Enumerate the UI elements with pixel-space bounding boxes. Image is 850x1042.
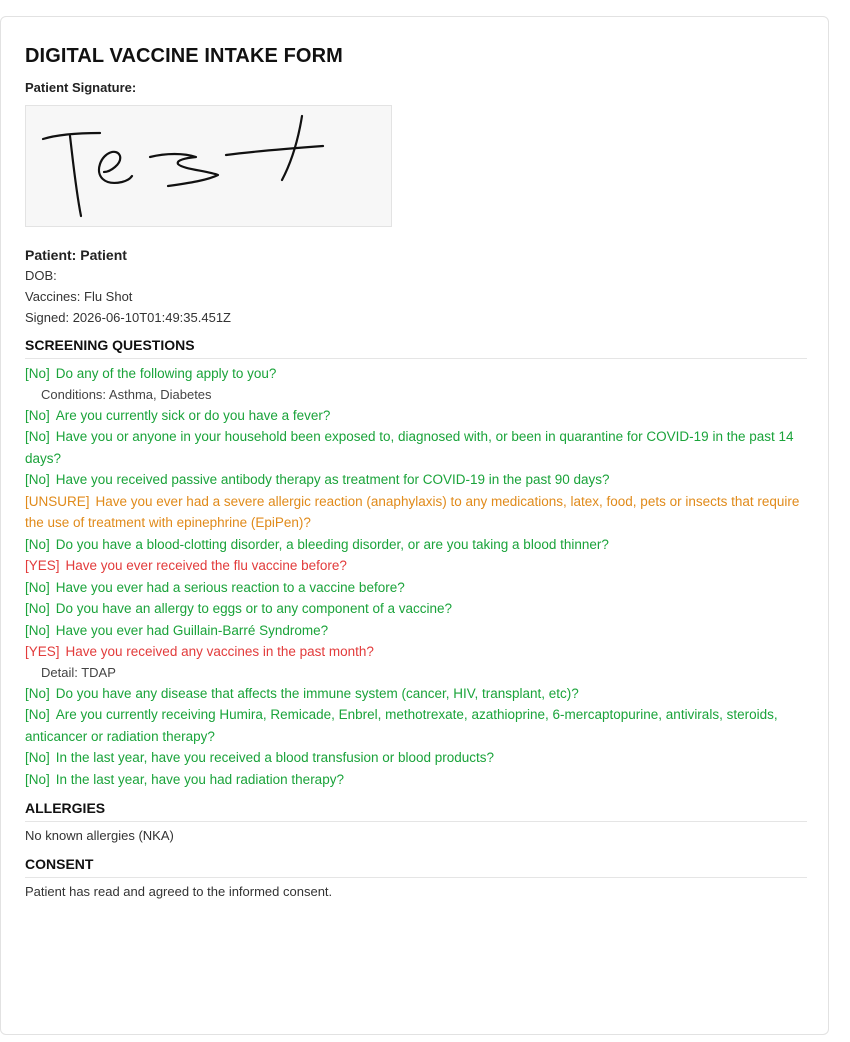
question-text: Do you have a blood-clotting disorder, a bleeding disorder, or are you taking a blood thinner?: [55, 536, 609, 552]
screening-question: [25, 683, 807, 705]
answer-tag: [No]: [25, 750, 50, 765]
signature-image: [25, 105, 392, 227]
question-text: In the last year, have you received a blood transfusion or blood products?: [55, 750, 495, 765]
answer-tag: [No]: [25, 536, 50, 552]
screening-question: [25, 641, 807, 663]
question-detail: Detail: TDAP: [41, 664, 116, 680]
answer-tag: [YES]: [25, 644, 60, 659]
screening-question: [25, 405, 807, 427]
screening-question: [25, 534, 807, 556]
intake-form-card: [0, 16, 829, 1035]
screening-question: [25, 598, 807, 620]
answer-tag: [No]: [25, 366, 50, 381]
question-text: Have you ever received the flu vaccine before?: [65, 558, 347, 573]
allergies-heading: ALLERGIES: [25, 798, 807, 822]
answer-tag: [No]: [25, 601, 50, 616]
screening-question: [25, 426, 807, 469]
question-text: Do you have any disease that affects the immune system (cancer, HIV, transplant, etc)?: [55, 685, 579, 701]
question-detail: Conditions: Asthma, Diabetes: [41, 386, 212, 402]
screening-question: [25, 769, 807, 791]
screening-question: [25, 555, 807, 577]
screening-question: [25, 747, 807, 769]
question-text: Have you ever had a serious reaction to a vaccine before?: [55, 579, 405, 595]
screening-question: [25, 363, 807, 385]
form-title: DIGITAL VACCINE INTAKE FORM: [25, 45, 343, 67]
consent-text: Patient has read and agreed to the informed consent.: [25, 884, 333, 899]
consent-heading: CONSENT: [25, 854, 807, 878]
question-text: In the last year, have you had radiation therapy?: [55, 771, 344, 787]
signature-label: Patient Signature:: [25, 80, 137, 95]
question-text: Have you ever had Guillain-Barré Syndrome?: [55, 622, 329, 638]
question-text: Do you have an allergy to eggs or to any component of a vaccine?: [55, 601, 453, 616]
answer-tag: [No]: [25, 707, 50, 722]
question-text: Are you currently receiving Humira, Remicade, Enbrel, methotrexate, azathioprine, 6-mercaptopurine, antivirals, steroids, anticancer or radiation therapy?: [25, 707, 778, 744]
patient-vaccines: Vaccines: Flu Shot: [25, 289, 133, 304]
intake-form-content: [25, 43, 807, 902]
question-text: Have you or anyone in your household been exposed to, diagnosed with, or been in quarantine for COVID-19 in the past 14 days?: [25, 429, 794, 466]
screening-heading: SCREENING QUESTIONS: [25, 335, 807, 359]
answer-tag: [YES]: [25, 558, 60, 573]
screening-question: [25, 704, 807, 747]
signature-drawing: [26, 106, 393, 228]
question-text: Do any of the following apply to you?: [55, 366, 277, 381]
answer-tag: [No]: [25, 622, 50, 638]
answer-tag: [No]: [25, 472, 50, 487]
answer-tag: [No]: [25, 685, 50, 701]
allergies-text: No known allergies (NKA): [25, 828, 174, 843]
screening-question: [25, 469, 807, 491]
screening-question-list: [25, 363, 807, 790]
patient-dob: DOB:: [25, 268, 57, 283]
answer-tag: [No]: [25, 429, 50, 444]
question-text: Have you ever had a severe allergic reaction (anaphylaxis) to any medications, latex, food, pets or insects that require the use of treatment with epinephrine (EpiPen)?: [25, 493, 800, 530]
patient-name: Patient: Patient: [25, 247, 127, 263]
screening-question: [25, 620, 807, 642]
signed-timestamp: Signed: 2026-06-10T01:49:35.451Z: [25, 310, 231, 325]
question-text: Have you received any vaccines in the past month?: [65, 644, 374, 659]
question-text: Have you received passive antibody therapy as treatment for COVID-19 in the past 90 days?: [55, 472, 610, 487]
screening-question: [25, 577, 807, 599]
screening-question: [25, 491, 807, 534]
answer-tag: [No]: [25, 579, 50, 595]
question-text: Are you currently sick or do you have a fever?: [55, 407, 331, 423]
answer-tag: [No]: [25, 407, 50, 423]
answer-tag: [UNSURE]: [25, 493, 90, 509]
answer-tag: [No]: [25, 771, 50, 787]
